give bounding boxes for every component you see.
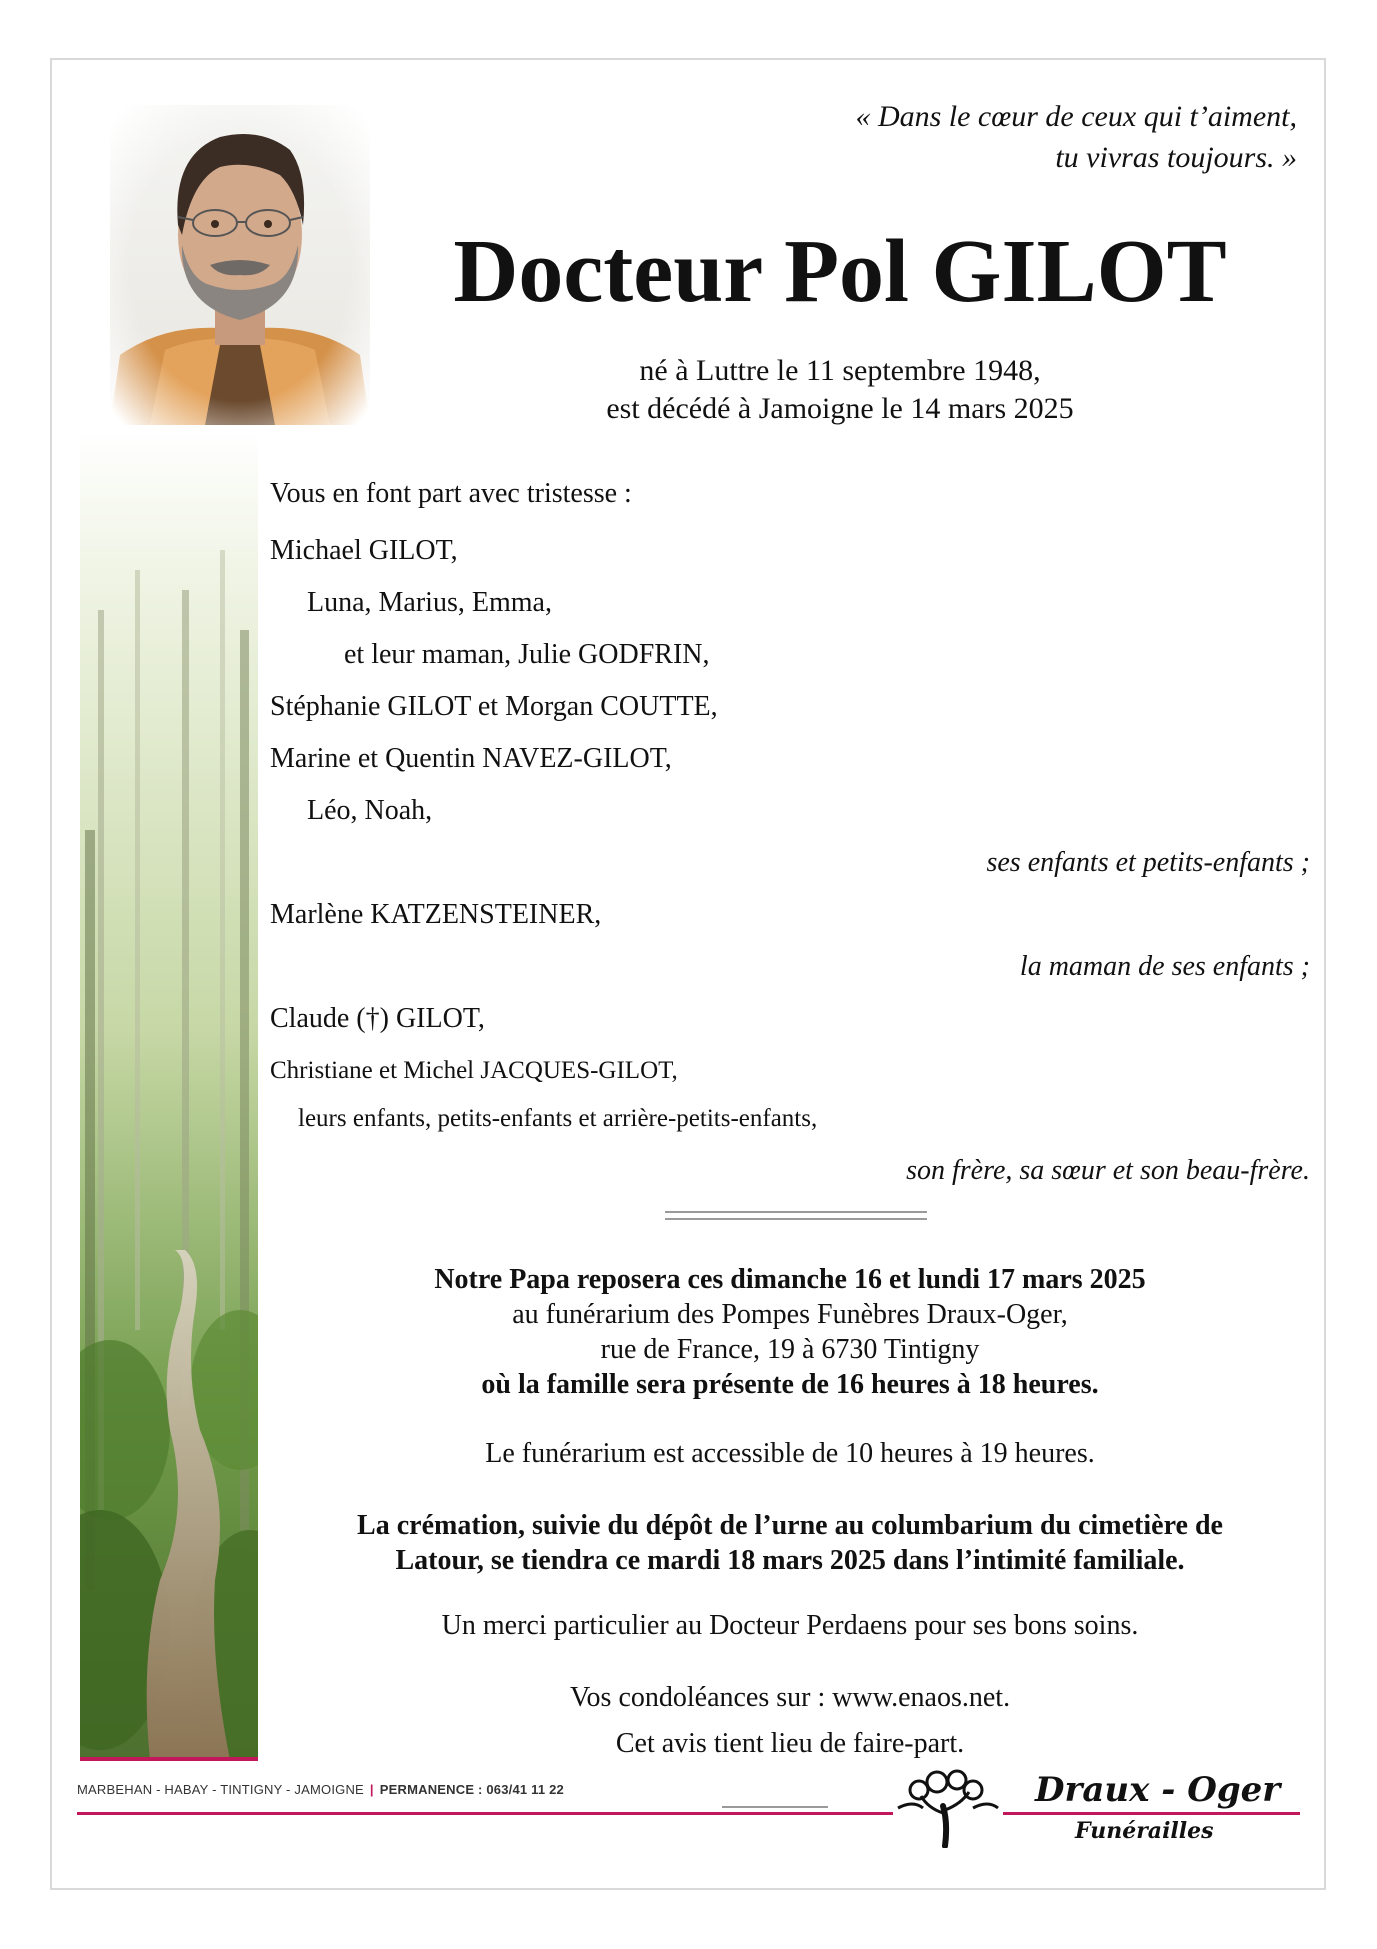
sibling-line: Claude (†) GILOT, <box>270 1003 485 1034</box>
footer-contact <box>77 1782 564 1797</box>
visitation-info <box>290 1262 1290 1402</box>
cremation-info <box>290 1508 1290 1578</box>
visitation-line-4: où la famille sera présente de 16 heures à 18 heures. <box>481 1369 1099 1400</box>
family-line: et leur maman, Julie GODFRIN, <box>344 639 710 670</box>
forest-image-accent-bar <box>80 1757 258 1761</box>
quote-line-1: « Dans le cœur de ceux qui t’aiment, <box>855 100 1297 133</box>
family-line: Michael GILOT, <box>270 535 458 566</box>
deceased-name: Docteur Pol GILOT <box>453 222 1227 321</box>
separator-bottom <box>665 1218 927 1220</box>
epitaph-quote <box>597 96 1297 178</box>
footer-separator-top <box>722 1806 828 1808</box>
relation-children: ses enfants et petits-enfants ; <box>986 847 1310 878</box>
notice-line: Cet avis tient lieu de faire-part. <box>615 1728 965 1759</box>
portrait-photo <box>110 105 370 425</box>
condolences-line: Vos condoléances sur : www.enaos.net. <box>569 1682 1011 1713</box>
death-line: est décédé à Jamoigne le 14 mars 2025 <box>606 392 1074 425</box>
forest-path-image <box>80 430 258 1760</box>
family-intro: Vous en font part avec tristesse : <box>270 478 632 509</box>
footer-locations: MARBEHAN - HABAY - TINTIGNY - JAMOIGNE <box>77 1782 364 1797</box>
sibling-line: Christiane et Michel JACQUES-GILOT, <box>270 1057 678 1084</box>
thanks-note: Un merci particulier au Docteur Perdaens pour ses bons soins. <box>441 1610 1139 1641</box>
relation-mother: la maman de ses enfants ; <box>1019 951 1310 982</box>
visitation-line-2: au funérarium des Pompes Funèbres Draux-Oger, <box>512 1299 1068 1330</box>
footer-accent-line <box>77 1812 1300 1815</box>
logo-name: Draux - Oger <box>1035 1770 1281 1810</box>
family-line: Marine et Quentin NAVEZ-GILOT, <box>270 743 672 774</box>
family-line: Luna, Marius, Emma, <box>307 587 552 618</box>
visitation-line-3: rue de France, 19 à 6730 Tintigny <box>600 1334 980 1365</box>
footer-divider: | <box>369 1782 374 1797</box>
cremation-line-2: Latour, se tiendra ce mardi 18 mars 2025 dans l’intimité familiale. <box>395 1545 1185 1576</box>
birth-line: né à Luttre le 11 septembre 1948, <box>639 354 1041 387</box>
visitation-line-1: Notre Papa reposera ces dimanche 16 et lundi 17 mars 2025 <box>434 1264 1146 1295</box>
footer-permanence: PERMANENCE : 063/41 11 22 <box>379 1782 564 1797</box>
relation-siblings: son frère, sa sœur et son beau-frère. <box>906 1155 1310 1186</box>
access-hours: Le funérarium est accessible de 10 heures à 19 heures. <box>485 1438 1095 1469</box>
family-line: Marlène KATZENSTEINER, <box>270 899 602 930</box>
logo-subtitle: Funérailles <box>1075 1818 1214 1844</box>
tree-icon <box>893 1768 1003 1848</box>
family-line: Stéphanie GILOT et Morgan COUTTE, <box>270 691 718 722</box>
quote-line-2: tu vivras toujours. » <box>1055 141 1297 174</box>
separator-top <box>665 1211 927 1213</box>
sibling-line: leurs enfants, petits-enfants et arrière-petits-enfants, <box>298 1105 818 1132</box>
birth-death-dates <box>480 352 1200 428</box>
family-line: Léo, Noah, <box>307 795 433 826</box>
cremation-line-1: La crémation, suivie du dépôt de l’urne au columbarium du cimetière de <box>357 1510 1223 1541</box>
